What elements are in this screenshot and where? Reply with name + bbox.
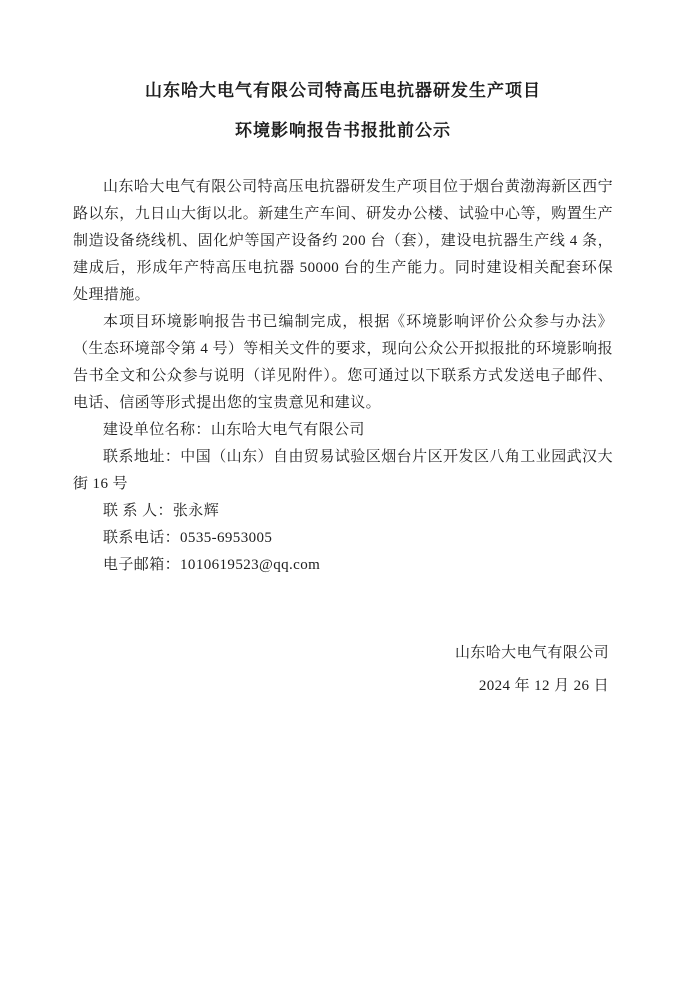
- contact-line-address: [73, 444, 613, 498]
- contact-line-email: [73, 552, 613, 579]
- contact-value: 1010619523@qq.com: [180, 557, 321, 573]
- document-title-line2: 环境影响报告书报批前公示: [235, 121, 451, 140]
- contact-value: 中国（山东）自由贸易试验区烟台片区开发区八角工业园武汉大街 16 号: [73, 449, 613, 492]
- public-notice-paragraph: 本项目环境影响报告书已编制完成，根据《环境影响评价公众参与办法》（生态环境部令第 4 号）等相关文件的要求，现向公众公开拟报批的环境影响报告书全文和公众参与说明（详见附件）。您可通过以下联系方式发送电子邮件、电话、信函等形式提出您的宝贵意见和建议。: [73, 314, 613, 411]
- contact-label: 电子邮箱：: [103, 557, 181, 573]
- signature-block: [73, 637, 613, 703]
- contact-value: 山东哈大电气有限公司: [210, 422, 365, 438]
- signature-date: 2024 年 12 月 26 日: [478, 678, 609, 694]
- contact-line-company: [73, 417, 613, 444]
- contact-label: 建设单位名称：: [103, 422, 211, 438]
- contact-label: 联系电话：: [103, 530, 181, 546]
- document-title-line1: 山东哈大电气有限公司特高压电抗器研发生产项目: [145, 81, 541, 100]
- contact-line-person: [73, 498, 613, 525]
- contact-value: 0535-6953005: [180, 530, 273, 546]
- contact-value: 张永辉: [172, 503, 220, 519]
- contact-label: 联系地址：: [103, 449, 181, 465]
- document-content: [73, 0, 613, 703]
- signature-company: 山东哈大电气有限公司: [454, 645, 609, 661]
- contact-label: 联 系 人：: [103, 503, 173, 519]
- contact-line-phone: [73, 525, 613, 552]
- project-overview-paragraph: 山东哈大电气有限公司特高压电抗器研发生产项目位于烟台黄渤海新区西宁路以东，九日山大街以北。新建生产车间、研发办公楼、试验中心等，购置生产制造设备绕线机、固化炉等国产设备约 200 台（套），建设电抗器生产线 4 条，建成后，形成年产特高压电抗器 50000 台的生产能力。同时建设相关配套环保处理措施。: [73, 179, 613, 303]
